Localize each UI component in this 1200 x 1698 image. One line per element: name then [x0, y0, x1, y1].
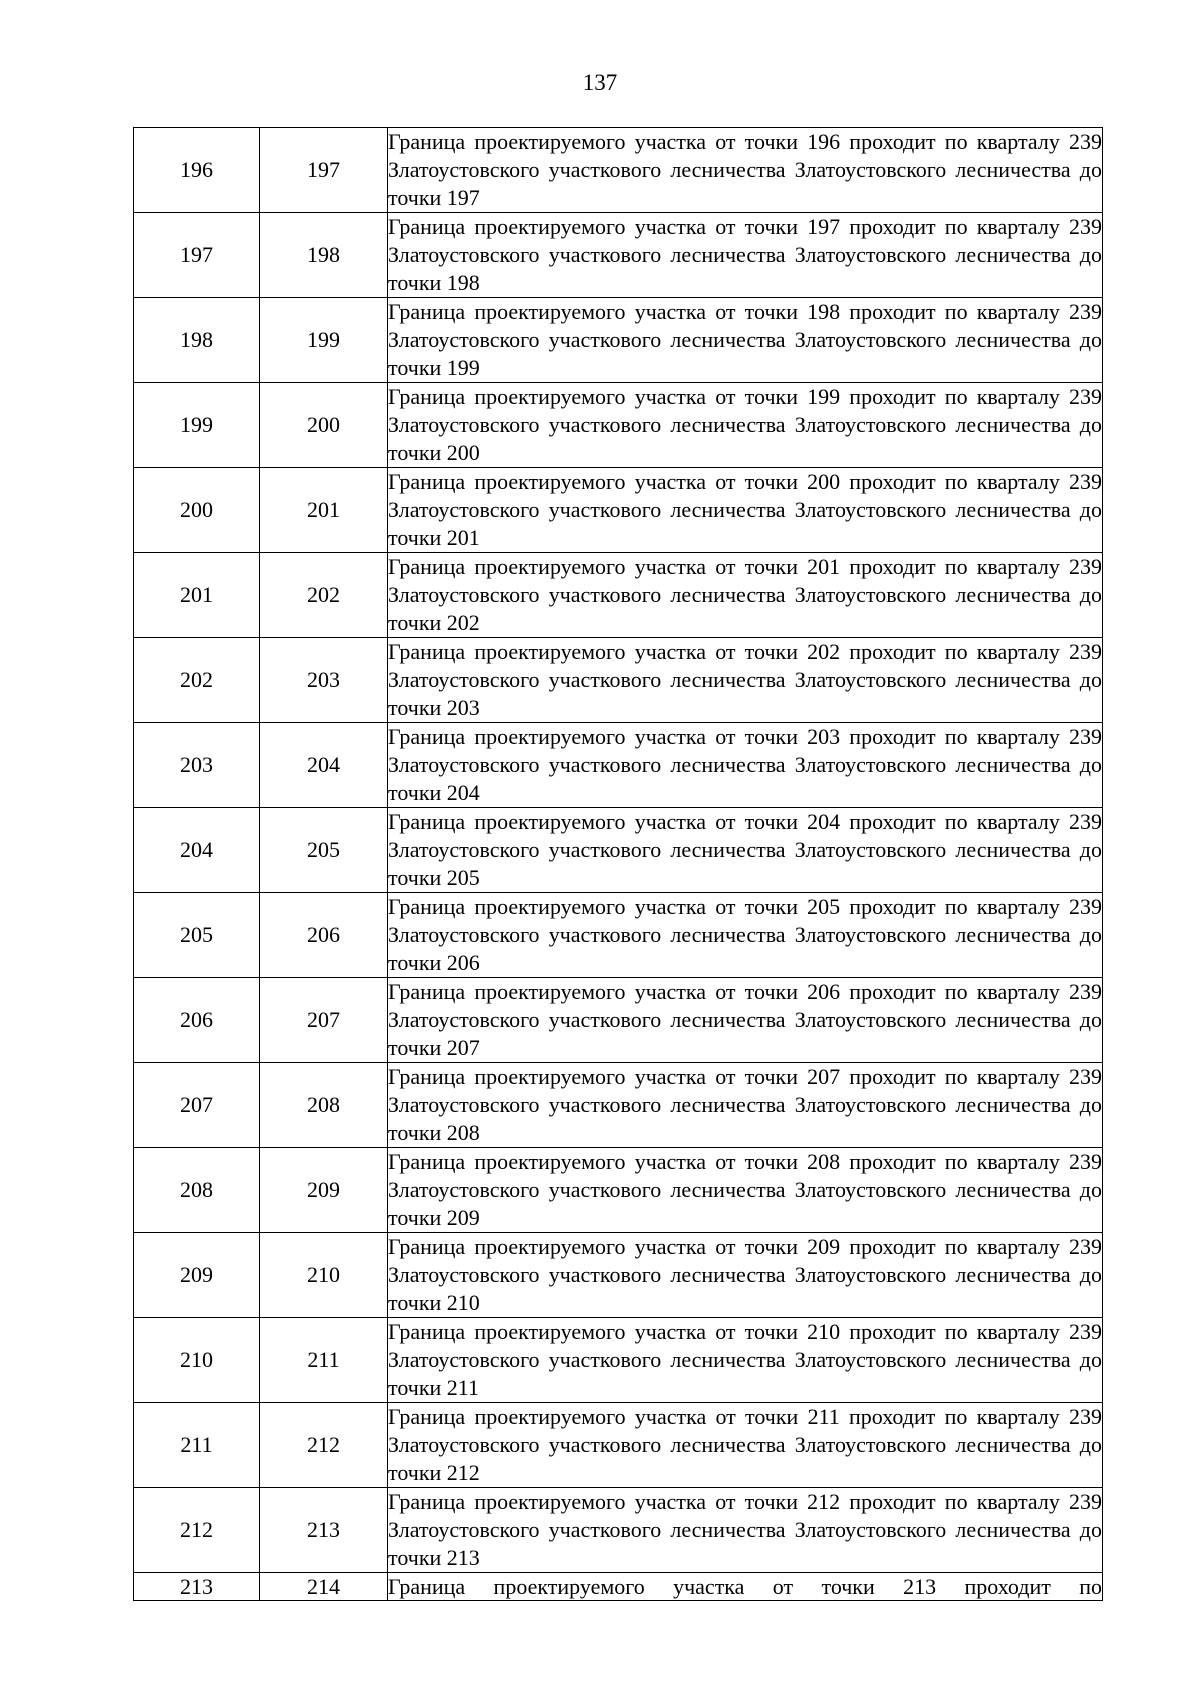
- page-number: 137: [582, 70, 618, 95]
- point-from-cell: 200: [134, 468, 260, 553]
- point-from-cell: 204: [134, 808, 260, 893]
- boundary-description-cell: Граница проектируемого участка от точки 204 проходит по кварталу 239 Златоустовского участкового лесничества Златоустовского лесничества до точки 205: [388, 808, 1103, 893]
- boundary-description-cell: Граница проектируемого участка от точки 212 проходит по кварталу 239 Златоустовского участкового лесничества Златоустовского лесничества до точки 213: [388, 1488, 1103, 1573]
- table-row: [134, 1233, 1103, 1318]
- point-from-cell: 201: [134, 553, 260, 638]
- point-from-cell: 212: [134, 1488, 260, 1573]
- boundary-description-cell: Граница проектируемого участка от точки 197 проходит по кварталу 239 Златоустовского участкового лесничества Златоустовского лесничества до точки 198: [388, 213, 1103, 298]
- point-to-cell: 202: [260, 553, 388, 638]
- point-to-cell: 201: [260, 468, 388, 553]
- point-from-cell: 211: [134, 1403, 260, 1488]
- boundary-description-cell: Граница проектируемого участка от точки 199 проходит по кварталу 239 Златоустовского участкового лесничества Златоустовского лесничества до точки 200: [388, 383, 1103, 468]
- point-to-cell: 208: [260, 1063, 388, 1148]
- boundary-description-cell: Граница проектируемого участка от точки 198 проходит по кварталу 239 Златоустовского участкового лесничества Златоустовского лесничества до точки 199: [388, 298, 1103, 383]
- boundary-description-cell: Граница проектируемого участка от точки 213 проходит по: [388, 1573, 1102, 1599]
- boundary-description-cell: Граница проектируемого участка от точки 200 проходит по кварталу 239 Златоустовского участкового лесничества Златоустовского лесничества до точки 201: [388, 468, 1103, 553]
- boundary-description-cell: Граница проектируемого участка от точки 203 проходит по кварталу 239 Златоустовского участкового лесничества Златоустовского лесничества до точки 204: [388, 723, 1103, 808]
- table-row: [134, 723, 1103, 808]
- table-row: [134, 1488, 1103, 1573]
- boundary-segments-table: [133, 127, 1103, 1601]
- boundary-description-cell: Граница проектируемого участка от точки 207 проходит по кварталу 239 Златоустовского участкового лесничества Златоустовского лесничества до точки 208: [388, 1063, 1103, 1148]
- table-row: [134, 1148, 1103, 1233]
- point-to-cell: 206: [260, 893, 388, 978]
- table-row: [134, 468, 1103, 553]
- boundary-description-cell: Граница проектируемого участка от точки 196 проходит по кварталу 239 Златоустовского участкового лесничества Златоустовского лесничества до точки 197: [388, 128, 1103, 213]
- table-row: [134, 298, 1103, 383]
- boundary-description-cell: Граница проектируемого участка от точки 206 проходит по кварталу 239 Златоустовского участкового лесничества Златоустовского лесничества до точки 207: [388, 978, 1103, 1063]
- table-row: [134, 553, 1103, 638]
- point-to-cell: 209: [260, 1148, 388, 1233]
- point-from-cell: 213: [134, 1573, 260, 1601]
- point-to-cell: 212: [260, 1403, 388, 1488]
- point-to-cell: 200: [260, 383, 388, 468]
- point-from-cell: 206: [134, 978, 260, 1063]
- table-row: [134, 1573, 1103, 1601]
- table-row: [134, 978, 1103, 1063]
- point-to-cell: 205: [260, 808, 388, 893]
- table-row: [134, 1063, 1103, 1148]
- table-row: [134, 808, 1103, 893]
- table-row: [134, 383, 1103, 468]
- table-row: [134, 1318, 1103, 1403]
- boundary-description-cell: Граница проектируемого участка от точки 211 проходит по кварталу 239 Златоустовского участкового лесничества Златоустовского лесничества до точки 212: [388, 1403, 1103, 1488]
- point-from-cell: 197: [134, 213, 260, 298]
- point-from-cell: 209: [134, 1233, 260, 1318]
- point-to-cell: 213: [260, 1488, 388, 1573]
- boundary-description-cell: Граница проектируемого участка от точки 202 проходит по кварталу 239 Златоустовского участкового лесничества Златоустовского лесничества до точки 203: [388, 638, 1103, 723]
- point-to-cell: 199: [260, 298, 388, 383]
- point-from-cell: 210: [134, 1318, 260, 1403]
- point-from-cell: 199: [134, 383, 260, 468]
- point-to-cell: 211: [260, 1318, 388, 1403]
- point-from-cell: 202: [134, 638, 260, 723]
- point-from-cell: 198: [134, 298, 260, 383]
- boundary-description-cell: Граница проектируемого участка от точки 205 проходит по кварталу 239 Златоустовского участкового лесничества Златоустовского лесничества до точки 206: [388, 893, 1103, 978]
- point-from-cell: 196: [134, 128, 260, 213]
- point-to-cell: 204: [260, 723, 388, 808]
- point-to-cell: 197: [260, 128, 388, 213]
- point-from-cell: 207: [134, 1063, 260, 1148]
- table-row: [134, 893, 1103, 978]
- boundary-description-cell: Граница проектируемого участка от точки 208 проходит по кварталу 239 Златоустовского участкового лесничества Златоустовского лесничества до точки 209: [388, 1148, 1103, 1233]
- boundary-description-cell: Граница проектируемого участка от точки 201 проходит по кварталу 239 Златоустовского участкового лесничества Златоустовского лесничества до точки 202: [388, 553, 1103, 638]
- point-to-cell: 198: [260, 213, 388, 298]
- point-to-cell: 214: [260, 1573, 388, 1601]
- table-row: [134, 638, 1103, 723]
- point-from-cell: 208: [134, 1148, 260, 1233]
- point-from-cell: 205: [134, 893, 260, 978]
- table-row: [134, 213, 1103, 298]
- table-body: [134, 128, 1103, 1601]
- point-to-cell: 210: [260, 1233, 388, 1318]
- point-to-cell: 203: [260, 638, 388, 723]
- table-row: [134, 1403, 1103, 1488]
- boundary-description-cell: Граница проектируемого участка от точки 209 проходит по кварталу 239 Златоустовского участкового лесничества Златоустовского лесничества до точки 210: [388, 1233, 1103, 1318]
- boundary-description-cell: Граница проектируемого участка от точки 210 проходит по кварталу 239 Златоустовского участкового лесничества Златоустовского лесничества до точки 211: [388, 1318, 1103, 1403]
- point-from-cell: 203: [134, 723, 260, 808]
- table-row: [134, 128, 1103, 213]
- point-to-cell: 207: [260, 978, 388, 1063]
